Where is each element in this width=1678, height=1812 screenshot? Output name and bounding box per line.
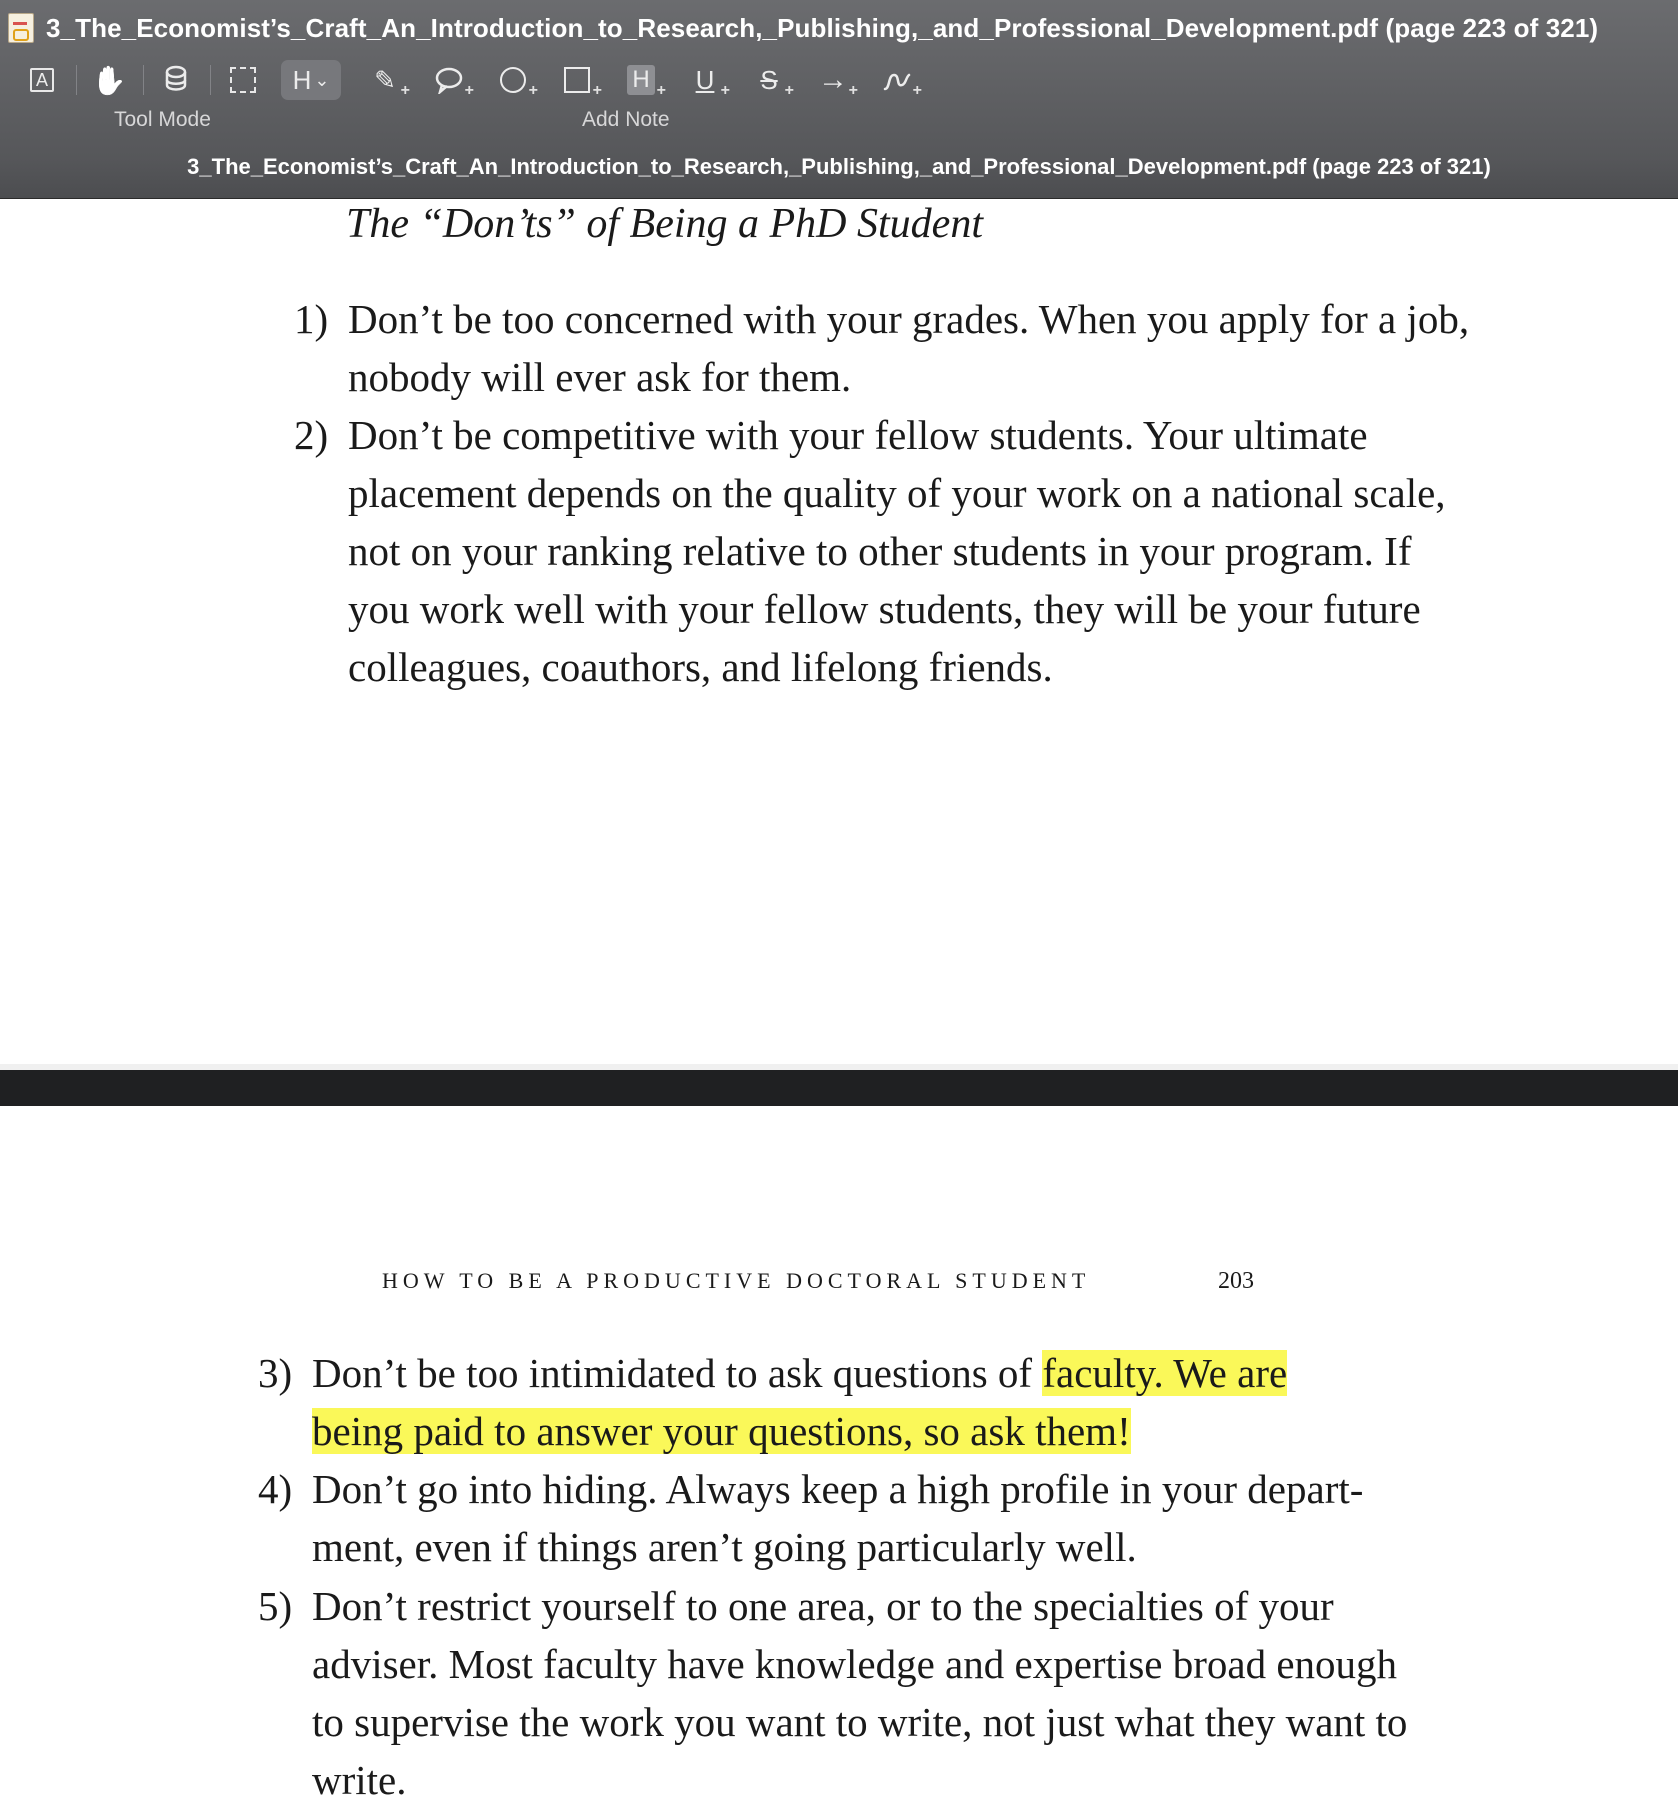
pen-tool[interactable] bbox=[365, 60, 410, 100]
selection-box-icon bbox=[230, 67, 256, 93]
highlight-h-icon: H bbox=[292, 64, 312, 95]
window-title: 3_The_Economist’s_Craft_An_Introduction_to_Research,_Publishing,_and_Professional_Development.pdf (page 223 of 321) bbox=[46, 12, 1599, 43]
list-number: 5) bbox=[258, 1583, 293, 1629]
list-item bbox=[294, 290, 1478, 406]
plus-icon: + bbox=[656, 82, 666, 99]
pen-icon: ✎ bbox=[374, 64, 396, 95]
list-number: 2) bbox=[294, 412, 329, 458]
list-text: Don’t be competitive with your fellow students. Your ultimate placement depends on the quality of your work on a national scale, not on your ranking relative to other students in your program. If you work well with your fellow students, they will be your future colleagues, coauthors, and lifelong friends. bbox=[348, 412, 1446, 690]
square-icon bbox=[564, 67, 590, 93]
list-text: Don’t go into hiding. Always keep a high profile in your depart- ment, even if things aren’t going particularly well. bbox=[312, 1466, 1364, 1570]
freehand-tool[interactable] bbox=[877, 60, 922, 100]
page-number: 203 bbox=[1218, 1268, 1254, 1294]
list-number: 3) bbox=[258, 1350, 293, 1396]
list-number: 1) bbox=[294, 296, 329, 342]
text-box-icon: A bbox=[30, 68, 54, 92]
list-text-plain: Don’t be too intimidated to ask questions of bbox=[312, 1350, 1043, 1396]
rectangle-select-tool[interactable] bbox=[223, 60, 263, 100]
section-heading: The “Don’ts” of Being a PhD Student bbox=[346, 201, 983, 247]
page-gap bbox=[0, 1070, 1678, 1106]
freehand-squiggle-icon bbox=[882, 67, 912, 93]
list-text: Don’t be too concerned with your grades. When you apply for a job, nobody will ever ask for them. bbox=[348, 296, 1470, 400]
strikethrough-icon: S bbox=[760, 64, 778, 95]
note-tool[interactable] bbox=[429, 60, 474, 100]
highlight-icon: H bbox=[627, 65, 654, 95]
text-selection-tool[interactable] bbox=[22, 60, 62, 100]
highlight-tool[interactable] bbox=[621, 60, 666, 100]
window-chrome bbox=[0, 0, 1678, 199]
highlighted-text[interactable]: faculty. We are bbox=[1042, 1350, 1288, 1396]
toolbar-separator bbox=[210, 65, 211, 95]
rectangle-tool[interactable] bbox=[557, 60, 602, 100]
hand-tool[interactable] bbox=[89, 60, 129, 100]
plus-icon: + bbox=[720, 82, 730, 99]
underline-tool[interactable] bbox=[685, 60, 730, 100]
list-item bbox=[258, 1460, 1422, 1576]
stamp-icon bbox=[163, 65, 189, 95]
document-subtitle: 3_The_Economist’s_Craft_An_Introduction_to_Research,_Publishing,_and_Professional_Development.pdf (page 223 of 321) bbox=[187, 154, 1491, 179]
list-item bbox=[258, 1344, 1412, 1460]
plus-icon: + bbox=[400, 82, 410, 99]
arrow-tool[interactable] bbox=[813, 60, 858, 100]
toolbar-separator bbox=[143, 65, 144, 95]
tool-mode-label: Tool Mode bbox=[114, 108, 211, 131]
arrow-icon: → bbox=[818, 63, 848, 96]
hand-icon: ✋ bbox=[91, 64, 127, 96]
list-text bbox=[312, 1344, 1412, 1460]
list-text: Don’t restrict yourself to one area, or to the specialties of your adviser. Most faculty have knowledge and expertise broad enough to supervise the work you want to write, not just what they want to write. bbox=[312, 1583, 1408, 1803]
chevron-down-icon: ⌄ bbox=[314, 69, 330, 90]
highlight-menu-button[interactable] bbox=[281, 60, 341, 100]
plus-icon: + bbox=[464, 82, 474, 99]
add-note-label: Add Note bbox=[582, 108, 670, 131]
title-bar bbox=[8, 10, 1598, 46]
speech-bubble-icon bbox=[434, 66, 464, 94]
toolbar-separator bbox=[76, 65, 77, 95]
pdf-document-icon bbox=[8, 13, 34, 43]
plus-icon: + bbox=[592, 82, 602, 99]
list-item bbox=[258, 1577, 1412, 1809]
plus-icon: + bbox=[912, 82, 922, 99]
markup-toolbar bbox=[22, 58, 941, 102]
stamp-tool[interactable] bbox=[156, 60, 196, 100]
underline-icon: U bbox=[695, 64, 715, 95]
list-number: 4) bbox=[258, 1466, 293, 1512]
plus-icon: + bbox=[528, 82, 538, 99]
oval-tool[interactable] bbox=[493, 60, 538, 100]
highlighted-text[interactable]: being paid to answer your questions, so ask them! bbox=[312, 1408, 1131, 1454]
strikethrough-tool[interactable] bbox=[749, 60, 794, 100]
circle-icon bbox=[500, 67, 526, 93]
list-item bbox=[294, 406, 1478, 696]
running-header: HOW TO BE A PRODUCTIVE DOCTORAL STUDENT bbox=[382, 1268, 1091, 1293]
plus-icon: + bbox=[784, 82, 794, 99]
plus-icon: + bbox=[848, 82, 858, 99]
